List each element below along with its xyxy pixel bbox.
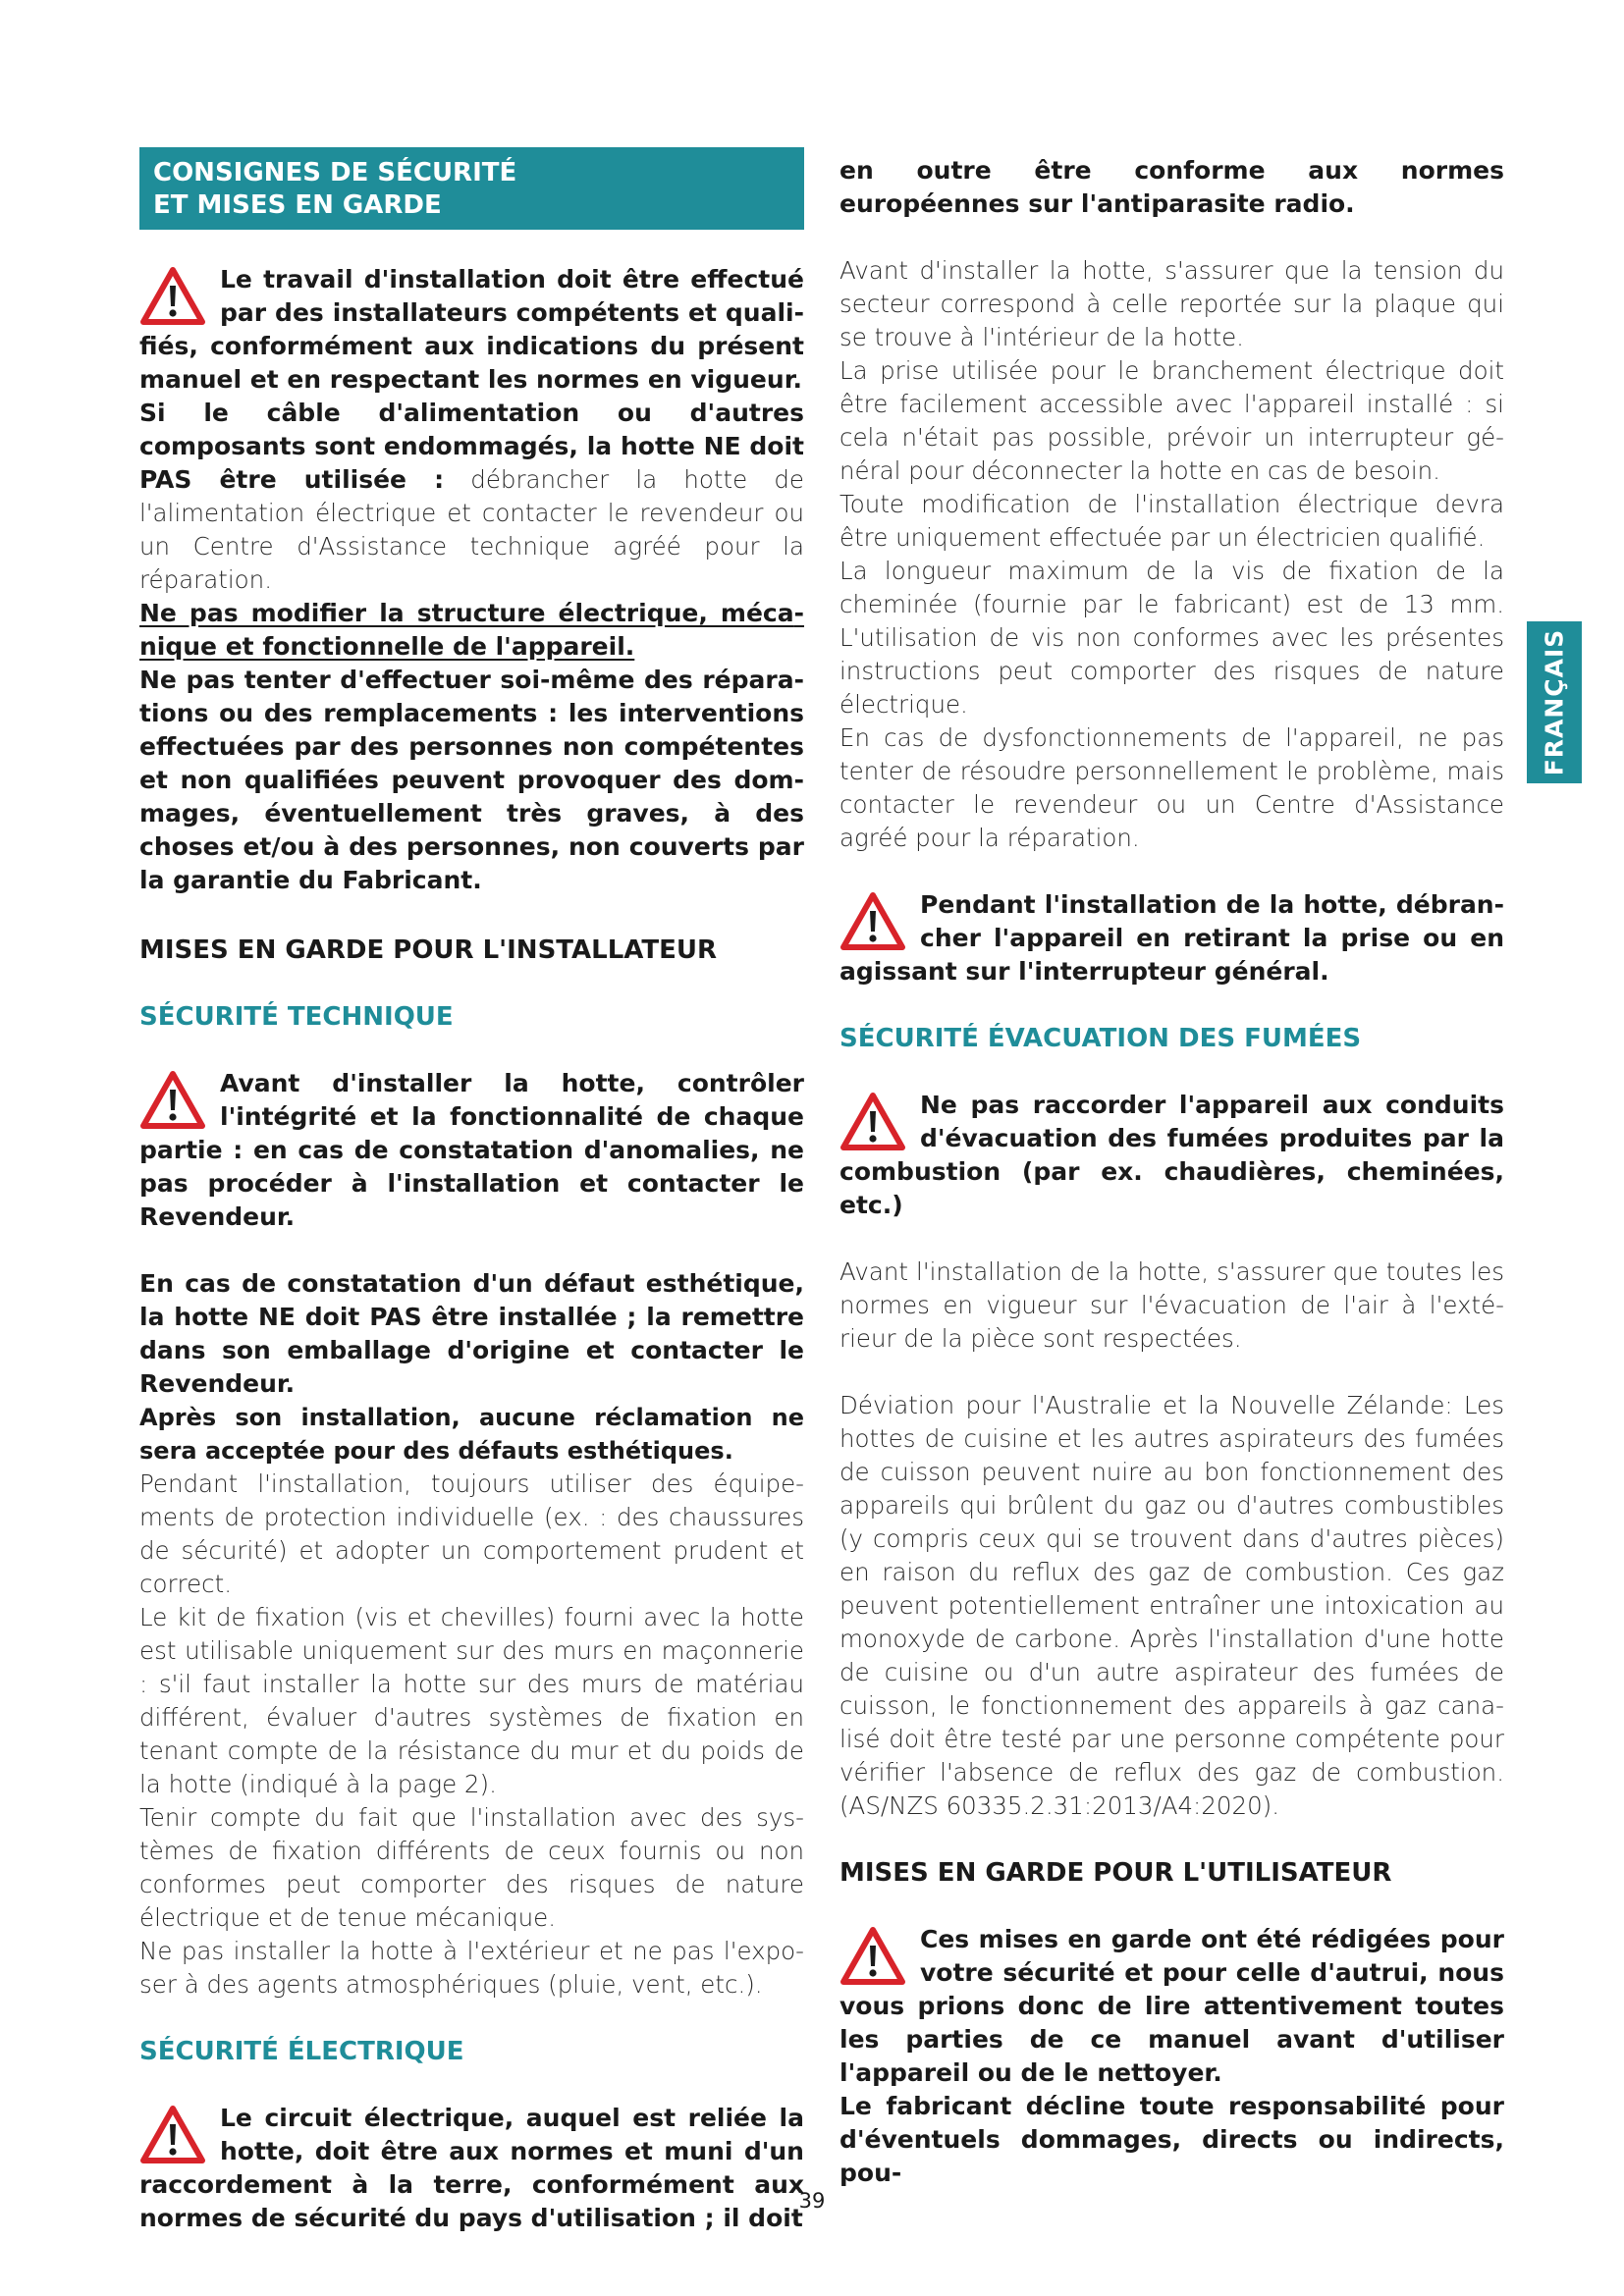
left-column <box>139 147 804 2235</box>
warning-integrity-text: Avant d'installer la hotte, contrôler l'intégrité et la fonctionnalité de chaque partie : en cas de constatation d'anomalies, ne pas procéder à l'installation et contacter le Revendeur. <box>139 1069 804 1231</box>
warning-block-user <box>839 1923 1504 2190</box>
outdoor-install-text: Ne pas installer la hotte à l'extérieur et ne pas l'exposer à des agents atmosphériques (pluie, vent, etc.). <box>139 1937 804 1999</box>
warning-circuit-text: Le circuit électrique, auquel est reliée la hotte, doit être aux normes et muni d'un raccordement à la terre, conformément aux normes de sécurité du pays d'utilisation ; il doit <box>139 2104 804 2232</box>
warning-fumes-text: Ne pas raccorder l'appareil aux conduits d'évacuation des fumées produites par la combustion (par ex. chaudières, cheminées, etc.) <box>839 1091 1504 1219</box>
radio-interference-text: en outre être conforme aux normes européennes sur l'antiparasite radio. <box>839 156 1504 218</box>
right-column <box>839 147 1504 2190</box>
heading-technical-safety: SÉCURITÉ TECHNIQUE <box>139 1002 454 1032</box>
protective-equipment-text: Pendant l'installation, toujours utiliser des équipements de protection individuelle (ex. : des chaussures de sécurité) et adopter un comportement prudent et correct. <box>139 1469 804 1598</box>
do-not-modify-text: Ne pas modifier la structure électrique, mécanique et fonctionnelle de l'appareil. <box>139 599 804 661</box>
warning-block-integrity <box>139 1067 804 1234</box>
warning-triangle-icon <box>139 1070 206 1131</box>
fixing-systems-text: Tenir compte du fait que l'installation avec des systèmes de fixation différents de ceux fournis ou non conformes peut comporter des risques de nature électrique et de tenue mécanique. <box>139 1803 804 1932</box>
warning-block-unplug <box>839 888 1504 988</box>
plug-access-text: La prise utilisée pour le branchement électrique doit être facilement accessible avec l'appareil installé : si cela n'était pas possible, prévoir un interrupteur général pour déconnecter la hotte en cas de besoin. <box>839 356 1504 485</box>
warning-triangle-icon <box>139 266 206 327</box>
voltage-check-text: Avant d'installer la hotte, s'assurer que la tension du secteur correspond à celle reportée sur la plaque qui se trouve à l'intérieur de la hotte. <box>839 256 1504 351</box>
australia-deviation-text: Déviation pour l'Australie et la Nouvelle Zélande: Les hottes de cuisine et les autres aspirateurs des fumées de cuisson peuvent nuire au bon fonctionnement des appareils qui brûlent du gaz ou d'autres combustibles (y compris ceux qui se trouvent dans d'autres pièces) en raison du reflux des gaz de combustion. Ces gaz peuvent potentiellement entraîner une intoxication au monoxyde de carbone. Après l'installation d'une hotte de cuisine ou d'un autre aspirateur des fumées de cuisson, le fonctionnement des appareils à gaz canalisé doit être testé par une personne compétente pour vérifier l'absence de reflux des gaz de combustion. (AS/NZS 60335.2.31:2013/A4:2020). <box>839 1391 1504 1820</box>
warning-block-fumes <box>839 1089 1504 1222</box>
warning-user-text: Ces mises en garde ont été rédigées pour votre sécurité et pour celle d'autrui, nous vous prions donc de lire attentivement toutes les parties de ce manuel avant d'utiliser l'appareil ou de le nettoyer. <box>839 1925 1504 2087</box>
heading-user-warnings: MISES EN GARDE POUR L'UTILISATEUR <box>839 1858 1392 1888</box>
language-tab-label: FRANÇAIS <box>1540 628 1569 776</box>
banner-line-2: ET MISES EN GARDE <box>153 190 442 220</box>
warning-triangle-icon <box>839 891 906 952</box>
damaged-cable-light: débrancher la hotte de l'alimentation électrique et contacter le revendeur ou un Centre d'Assistance technique agréé pour la réparation. <box>139 465 804 594</box>
fixing-kit-text: Le kit de fixation (vis et chevilles) fourni avec la hotte est utilisable uniquement sur des murs en maçonnerie : s'il faut installer la hotte sur des murs de matériau différent, évaluer d'autres systèmes de fixation en tenant compte de la résistance du mur et du poids de la hotte (indiqué à la page 2). <box>139 1603 804 1798</box>
aesthetic-defect-text: En cas de constatation d'un défaut esthétique, la hotte NE doit PAS être installée ; la remettre dans son emballage d'origine et contacter le Revendeur. <box>139 1269 804 1398</box>
manufacturer-liability-text: Le fabricant décline toute responsabilité pour d'éventuels dommages, directs ou indirects, pou- <box>839 2092 1504 2187</box>
section-banner <box>139 147 804 230</box>
warning-installation-text: Le travail d'installation doit être effectué par des installateurs compétents et qualifiés, conformément aux indications du présent manuel et en respectant les normes en vigueur. <box>139 265 804 394</box>
damaged-cable-bold: Si le câble d'alimentation ou d'autres composants sont endommagés, la hotte NE doit PAS être utilisée : <box>139 399 804 494</box>
warning-triangle-icon <box>839 1926 906 1987</box>
air-evacuation-norms-text: Avant l'installation de la hotte, s'assurer que toutes les normes en vigueur sur l'évacuation de l'air à l'extérieur de la pièce sont respectées. <box>839 1257 1504 1353</box>
heading-fumes-safety: SÉCURITÉ ÉVACUATION DES FUMÉES <box>839 1024 1362 1053</box>
warning-triangle-icon <box>139 2105 206 2165</box>
warning-unplug-text: Pendant l'installation de la hotte, débrancher l'appareil en retirant la prise ou en agissant sur l'interrupteur général. <box>839 890 1504 986</box>
language-tab <box>1527 621 1582 783</box>
no-self-repair-text: Ne pas tenter d'effectuer soi-même des réparations ou des remplacements : les interventions effectuées par des personnes non compétentes et non qualifiées peuvent provoquer des dommages, éventuellement très graves, à des choses et/ou à des personnes, non couverts par la garantie du Fabricant. <box>139 666 804 894</box>
malfunction-text: En cas de dysfonctionnements de l'appareil, ne pas tenter de résoudre personnellement le problème, mais contacter le revendeur ou un Centre d'Assistance agréé pour la réparation. <box>839 723 1504 852</box>
screw-length-text: La longueur maximum de la vis de fixation de la cheminée (fournie par le fabricant) est de 13 mm. L'utilisation de vis non conformes avec les présentes instructions peut comporter des risques de nature électrique. <box>839 557 1504 719</box>
banner-line-1: CONSIGNES DE SÉCURITÉ <box>153 158 517 187</box>
no-claims-text: Après son installation, aucune réclamation ne sera acceptée pour des défauts esthétiques. <box>139 1404 804 1465</box>
page-number: 39 <box>798 2189 826 2213</box>
warning-triangle-icon <box>839 1092 906 1152</box>
warning-block-circuit <box>139 2102 804 2235</box>
electrical-modification-text: Toute modification de l'installation électrique devra être uniquement effectuée par un électricien qualifié. <box>839 490 1504 552</box>
heading-electrical-safety: SÉCURITÉ ÉLECTRIQUE <box>139 2037 464 2066</box>
heading-installer-warnings: MISES EN GARDE POUR L'INSTALLATEUR <box>139 935 717 965</box>
warning-block-installation <box>139 263 804 897</box>
damaged-cable-paragraph <box>139 397 804 597</box>
